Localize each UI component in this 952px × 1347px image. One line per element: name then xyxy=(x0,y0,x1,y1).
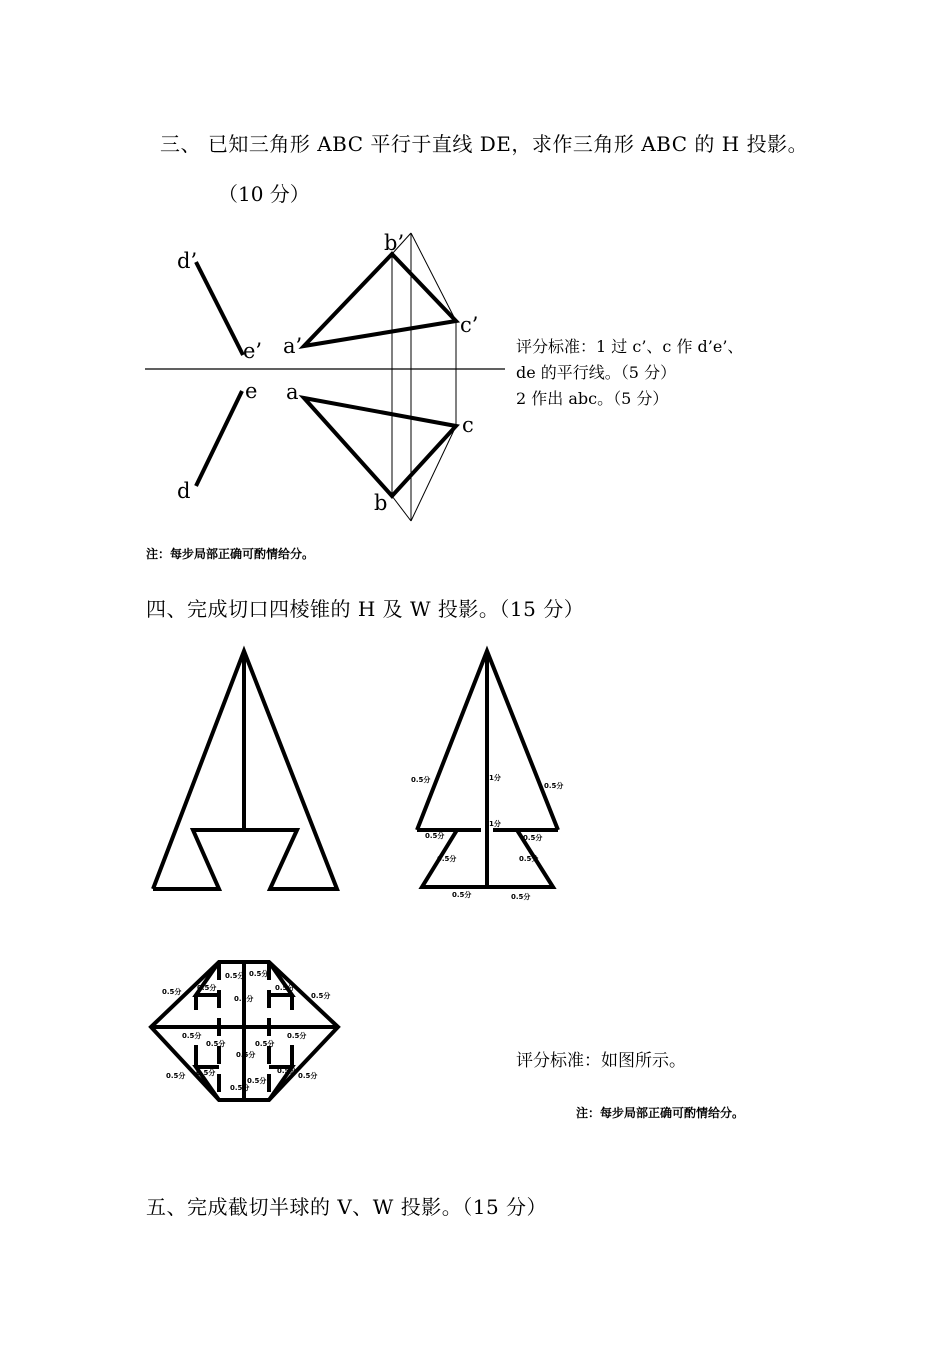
plan-point-15: 0.5分 xyxy=(230,1084,250,1092)
q4-note: 注：每步局部正确可酌情给分。 xyxy=(576,1106,745,1120)
plan-point-8: 0.5分 xyxy=(182,1032,202,1040)
plan-point-2: 0.5分 xyxy=(197,984,217,992)
side-view xyxy=(417,651,558,887)
label-a: a xyxy=(286,380,299,404)
label-e-prime: e’ xyxy=(243,339,263,363)
q3-criteria-line-1: 评分标准：1 过 c’、c 作 d’e’、 xyxy=(516,337,744,356)
side-point-4: 1分 xyxy=(489,820,501,828)
label-c: c xyxy=(462,413,474,437)
plan-point-11: 0.5分 xyxy=(287,1032,307,1040)
side-point-9: 0.5分 xyxy=(452,891,472,899)
q3-criteria-line-2: de 的平行线。（5 分） xyxy=(516,363,677,382)
plan-point-13: 0.5分 xyxy=(166,1072,186,1080)
plan-point-1: 0.5分 xyxy=(162,988,182,996)
q3-score: （10 分） xyxy=(218,182,310,206)
side-point-8: 0.5分 xyxy=(519,855,539,863)
plan-point-16: 0.5分 xyxy=(247,1077,267,1085)
front-view xyxy=(153,651,337,889)
plan-point-18: 0.5分 xyxy=(298,1072,318,1080)
side-point-3: 0.5分 xyxy=(544,782,564,790)
q3-criteria-line-3: 2 作出 abc。（5 分） xyxy=(516,389,669,408)
plan-point-5: 0.5分 xyxy=(275,984,295,992)
side-point-7: 0.5分 xyxy=(437,855,457,863)
plan-point-9: 0.5分 xyxy=(206,1040,226,1048)
side-point-2: 1分 xyxy=(489,774,501,782)
label-b: b xyxy=(374,491,388,515)
label-e: e xyxy=(245,379,258,403)
plan-point-14: 0.5分 xyxy=(196,1069,216,1077)
q4-criteria: 评分标准：如图所示。 xyxy=(516,1051,686,1071)
label-d-prime: d’ xyxy=(177,249,198,273)
q4-title: 四、完成切口四棱锥的 H 及 W 投影。（15 分） xyxy=(146,597,585,621)
side-point-6: 0.5分 xyxy=(523,834,543,842)
label-d: d xyxy=(177,479,191,503)
side-point-5: 0.5分 xyxy=(425,832,445,840)
plan-point-4: 0.5分 xyxy=(249,970,269,978)
q3-note: 注：每步局部正确可酌情给分。 xyxy=(146,547,315,561)
side-point-10: 0.5分 xyxy=(511,893,531,901)
label-c-prime: c’ xyxy=(460,313,479,337)
label-b-prime: b’ xyxy=(384,231,405,255)
plan-point-3: 0.5分 xyxy=(225,972,245,980)
label-a-prime: a’ xyxy=(283,334,303,358)
q3-title: 三、 已知三角形 ABC 平行于直线 DE，求作三角形 ABC 的 H 投影。 xyxy=(160,132,809,156)
plan-point-6: 0.5分 xyxy=(311,992,331,1000)
side-point-1: 0.5分 xyxy=(411,776,431,784)
plan-point-7: 0.5分 xyxy=(234,995,254,1003)
plan-point-17: 0.5分 xyxy=(277,1067,297,1075)
plan-view-points xyxy=(162,969,330,1092)
plan-point-10: 0.5分 xyxy=(255,1040,275,1048)
q5-title: 五、完成截切半球的 V、W 投影。（15 分） xyxy=(146,1195,548,1219)
plan-point-12: 0.5分 xyxy=(236,1051,256,1059)
